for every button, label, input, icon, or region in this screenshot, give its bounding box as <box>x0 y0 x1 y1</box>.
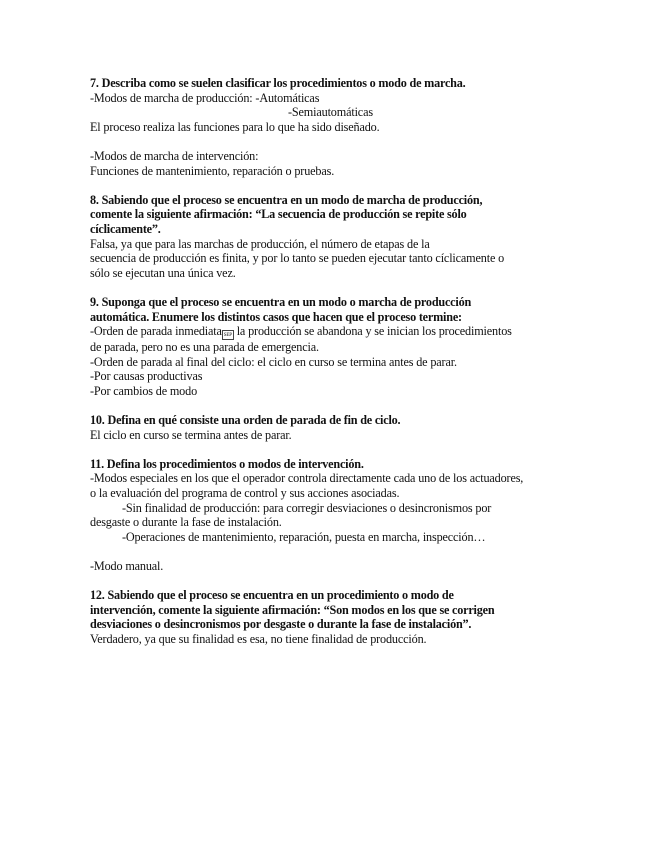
q8-answer-line-2: secuencia de producción es finita, y por lo tanto se pueden ejecutar tanto cíclicamente o <box>90 251 505 266</box>
question-9-title-line-2: automática. Enumere los distintos casos que hacen que el proceso termine: <box>90 309 462 324</box>
q9-answer-line-2: de parada, pero no es una parada de emergencia. <box>90 340 319 355</box>
q11-answer-line-5: -Operaciones de mantenimiento, reparación, puesta en marcha, inspección… <box>122 529 486 544</box>
spacer <box>90 398 570 413</box>
q9-answer-line-1 <box>90 324 570 340</box>
q11-answer-line-4: desgaste o durante la fase de instalación. <box>90 515 282 530</box>
spacer <box>90 442 570 457</box>
q7-answer-line-4: -Modos de marcha de intervención: <box>90 148 259 163</box>
question-11-title: 11. Defina los procedimientos o modos de intervención. <box>90 456 364 471</box>
q11-answer-line-2: o la evaluación del programa de control y sus acciones asociadas. <box>90 486 400 501</box>
spacer <box>90 134 570 149</box>
question-10-title: 10. Defina en qué consiste una orden de parada de fin de ciclo. <box>90 413 401 428</box>
q7-answer-line-2: -Semiautomáticas <box>288 105 373 120</box>
q11-answer-line-3: -Sin finalidad de producción: para corregir desviaciones o desincronismos por <box>122 500 492 515</box>
spacer <box>90 178 570 193</box>
q9-answer-line-5: -Por cambios de modo <box>90 383 198 398</box>
document-page <box>90 76 570 647</box>
unknown-glyph-icon: SEP <box>222 330 234 340</box>
spacer <box>90 544 570 559</box>
question-8-title-line-2: comente la siguiente afirmación: “La secuencia de producción se repite sólo <box>90 207 467 222</box>
spacer <box>90 280 570 295</box>
q7-answer-line-3: El proceso realiza las funciones para lo que ha sido diseñado. <box>90 119 380 134</box>
question-12-title-line-3: desviaciones o desincronismos por desgaste o durante la fase de instalación”. <box>90 617 472 632</box>
q8-answer-line-3: sólo se ejecutan una única vez. <box>90 265 236 280</box>
q8-answer-line-1: Falsa, ya que para las marchas de producción, el número de etapas de la <box>90 236 430 251</box>
question-8-title-line-3: cíclicamente”. <box>90 221 161 236</box>
question-8-title-line-1: 8. Sabiendo que el proceso se encuentra en un modo de marcha de producción, <box>90 192 483 207</box>
question-7-title: 7. Describa como se suelen clasificar los procedimientos o modo de marcha. <box>90 76 466 90</box>
q9-answer-line-1-start: -Orden de parada inmediata <box>90 324 222 339</box>
q7-answer-line-5: Funciones de mantenimiento, reparación o pruebas. <box>90 163 335 178</box>
q12-answer-line-1: Verdadero, ya que su finalidad es esa, no tiene finalidad de producción. <box>90 631 427 646</box>
q11-answer-line-6: -Modo manual. <box>90 559 164 573</box>
question-12-title-line-1: 12. Sabiendo que el proceso se encuentra en un procedimiento o modo de <box>90 588 454 603</box>
q9-answer-line-4: -Por causas productivas <box>90 369 203 384</box>
q10-answer-line-1: El ciclo en curso se termina antes de parar. <box>90 427 292 442</box>
q7-answer-line-1: -Modos de marcha de producción: -Automáticas <box>90 90 320 105</box>
q9-answer-line-3: -Orden de parada al final del ciclo: el ciclo en curso se termina antes de parar. <box>90 354 457 369</box>
question-12-title-line-2: intervención, comente la siguiente afirmación: “Son modos en los que se corrigen <box>90 602 495 617</box>
q11-answer-line-1: -Modos especiales en los que el operador controla directamente cada uno de los actuadores, <box>90 471 524 486</box>
question-9-title-line-1: 9. Suponga que el proceso se encuentra en un modo o marcha de producción <box>90 294 472 309</box>
spacer <box>90 574 570 589</box>
q9-answer-line-1-end: la producción se abandona y se inician los procedimientos <box>233 324 512 339</box>
